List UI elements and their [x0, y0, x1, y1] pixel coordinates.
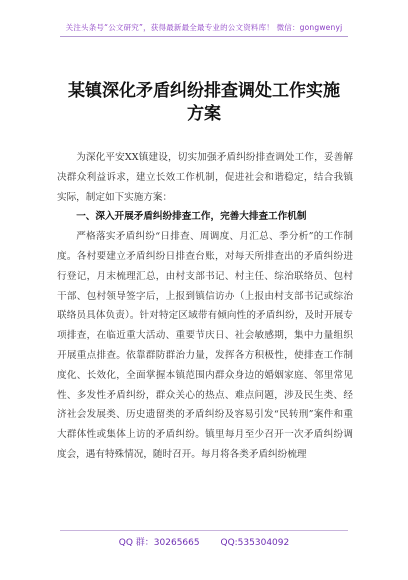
- title-line-2: 方案: [187, 104, 221, 124]
- section-1-heading: 一、深入开展矛盾纠纷排查工作，完善大排查工作机制: [76, 211, 307, 223]
- footer-qq-group: QQ 群：30265665: [118, 538, 200, 548]
- header-divider: [60, 36, 348, 37]
- footer-contact: [0, 535, 408, 548]
- footer-divider: [60, 530, 348, 531]
- section-1-paragraph: 严格落实矛盾纠纷“日排查、周调度、月汇总、季分析”的工作制度。各村要建立矛盾纠纷日排查台账，对每天所排查出的矛盾纠纷进行登记，月末梳理汇总，由村支部书记、村主任、综治联络员、包村干部、包村领导签字后，上报到镇信访办（上报由村支部书记或综治联络员具体负责）。针对特定区域带有倾向性的矛盾纠纷，及时开展专项排查，在临近重大活动、重要节庆日、社会敏感期，集中力量组织开展重点排查。依靠群防群治力量，发挥各方积极性，使排查工作制度化、长效化，全面掌握本镇范围内群众身边的婚姻家庭、邻里常见性、多发性矛盾纠纷，群众关心的热点、难点问题，涉及民生类、经济社会发展类、历史遗留类的矛盾纠纷及容易引发“民转刑”案件和重大群体性或集体上访的矛盾纠纷。镇里每月至少召开一次矛盾纠纷调度会，遇有特殊情况，随时召开。每月将各类矛盾纠纷梳理: [57, 231, 353, 460]
- document-body: [57, 148, 353, 465]
- intro-paragraph: 为深化平安XX镇建设，切实加强矛盾纠纷排查调处工作，妥善解决群众利益诉求，建立长效工作机制，促进社会和谐稳定，结合我镇实际，制定如下实施方案：: [57, 152, 353, 203]
- title-line-1: 某镇深化矛盾纠纷排查调处工作实施: [68, 81, 340, 101]
- header-promo-note: 关注头条号“公文研究”，获得最新最全最专业的公文资料库！ 微信：gongwenyj: [65, 23, 343, 32]
- footer-qq-number: QQ:535304092: [220, 538, 290, 548]
- document-title: [40, 80, 368, 126]
